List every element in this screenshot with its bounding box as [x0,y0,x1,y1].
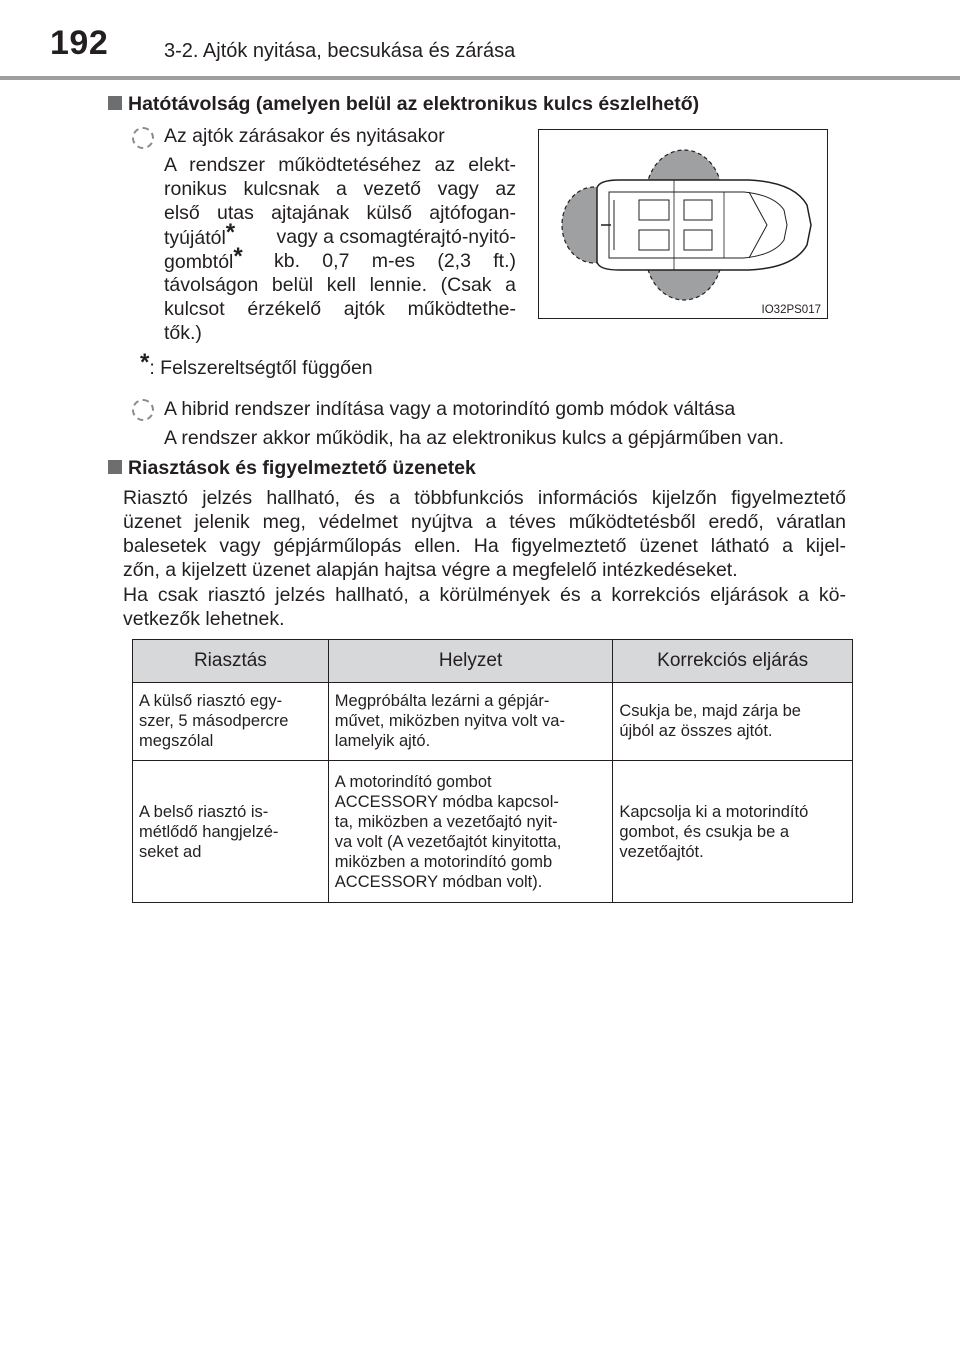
item-heading: Az ajtók zárásakor és nyitásakor [164,125,445,147]
section-heading-alarms [108,457,476,480]
body-line: A rendszer működtetéséhez az elekt- [164,154,516,176]
column-header: Helyzet [328,640,613,683]
table-header-row [133,640,853,683]
footnote-star: * [140,349,150,376]
car-detection-range-figure [538,129,828,319]
body-line: vagy a csomagtérajtó-nyitó- [276,226,516,248]
body-line: tők.) [164,322,202,344]
page-header [0,0,960,80]
square-bullet-icon [108,460,122,474]
table-cell: A motorindító gombot ACCESSORY módba kapcsol- ta, miközben a vezetőajtó nyit- va volt (A vezetőajtót kinyitotta, miközben a motorindító gomb ACCESSORY módban volt). [328,761,613,903]
body-text: gombtól [164,251,234,273]
car-top-view-illustration [539,130,829,320]
figure-code: IO32PS017 [761,304,821,316]
alarm-table [132,639,853,903]
table-row [133,761,853,903]
table-cell: Megpróbálta lezárni a gépjár- művet, miközben nyitva volt va- lamelyik ajtó. [328,683,613,761]
column-header: Korrekciós eljárás [613,640,853,683]
section-heading-range [108,93,699,116]
footnote [140,349,373,380]
footnote-star: * [225,219,236,246]
body-line: zőn, a kijelzett üzenet alapján hajtsa végre a megfelelő intézkedéseket. [123,559,738,581]
header-rule [0,76,960,80]
body-line: kb. 0,7 m-es (2,3 ft.) [274,250,516,272]
table-cell: A külső riasztó egy- szer, 5 másodpercre megszólal [133,683,329,761]
table-row [133,683,853,761]
body-line [164,219,236,250]
body-line: kulcsot érzékelő ajtók működtethe- [164,298,516,320]
page-number: 192 [50,24,109,62]
table-cell: Kapcsolja ki a motorindító gombot, és csukja be a vezetőajtót. [613,761,853,903]
body-line: üzenet jelenik meg, védelmet nyújtva a téves működtetésből eredő, váratlan [123,511,846,533]
body-line: Ha csak riasztó jelzés hallható, a körülmények és a korrekciós eljárások a kö- [123,584,846,606]
body-line: balesetek vagy gépjárműlopás ellen. Ha figyelmeztető üzenet látható a kijel- [123,535,846,557]
body-line: távolságon belül kell lennie. (Csak a [164,274,516,296]
square-bullet-icon [108,96,122,110]
body-text: tyújától [164,227,226,249]
dashed-circle-icon [132,127,154,149]
car-body [597,180,811,270]
dashed-circle-icon [132,399,154,421]
body-line: ronikus kulcsnak a vezető vagy az [164,178,516,200]
section-title: Hatótávolság (amelyen belül az elektronikus kulcs észlelhető) [128,93,700,115]
body-line: Riasztó jelzés hallható, és a többfunkciós információs kijelzőn figyelmeztető [123,487,846,509]
table-cell: Csukja be, majd zárja be újból az összes ajtót. [613,683,853,761]
body-line: első utas ajtajának külső ajtófogan- [164,202,516,224]
section-title: Riasztások és figyelmeztető üzenetek [128,457,476,479]
footnote-star: * [233,243,243,270]
body-line: vetkezők lehetnek. [123,608,285,630]
body-line: A rendszer akkor működik, ha az elektronikus kulcs a gépjárműben van. [164,427,784,449]
table-cell: A belső riasztó is- métlődő hangjelzé- seket ad [133,761,329,903]
column-header: Riasztás [133,640,329,683]
body-line [164,243,243,274]
item-heading: A hibrid rendszer indítása vagy a motorindító gomb módok váltása [164,398,736,420]
chapter-title: 3-2. Ajtók nyitása, becsukása és zárása [164,40,516,62]
footnote-text: : Felszereltségtől függően [149,357,373,379]
